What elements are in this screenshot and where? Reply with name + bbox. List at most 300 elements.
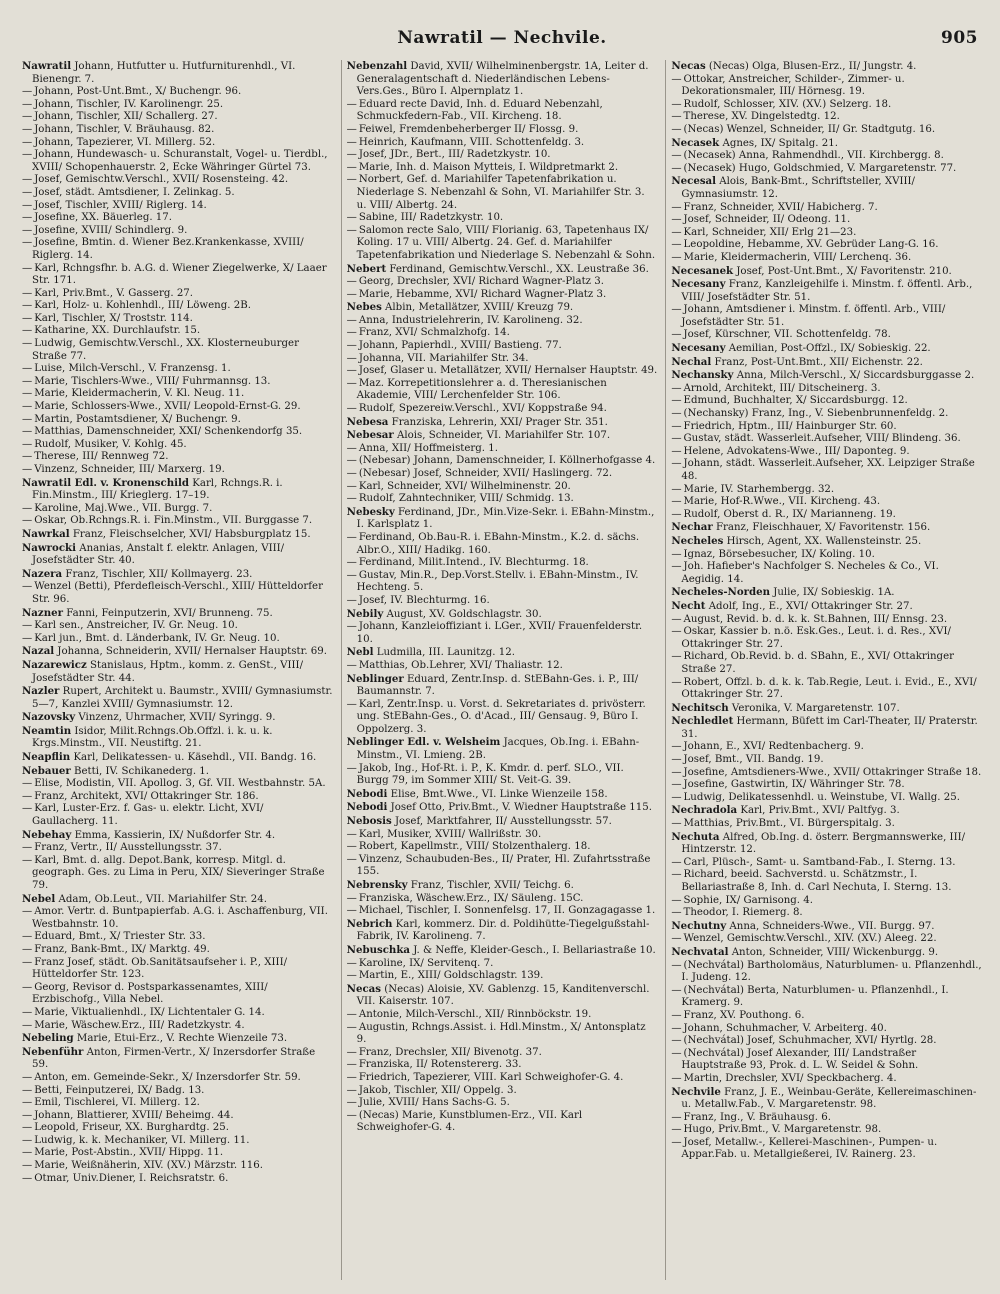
entry-surname: Nazal: [22, 645, 55, 658]
entry-details: Ludwig, Gemischtw.Verschl., XX. Klosterneuburger Straße 77.: [32, 338, 299, 362]
directory-subentry: [22, 212, 333, 225]
entry-details: Jakob, Ing., Hof-Rt. i. P., K. Kmdr. d. perf. SLO., VII. Burgg 79, im Sommer XIII/ St. Veit-G. 39.: [356, 762, 624, 787]
entry-dash: —: [671, 907, 682, 919]
directory-subentry: [22, 111, 333, 124]
entry-surname: Nebel: [22, 892, 56, 905]
entry-details: Marie, Hebamme, XVI/ Richard Wagner-Platz 3.: [358, 288, 607, 300]
entry-dash: —: [346, 1097, 357, 1109]
entry-dash: —: [22, 262, 33, 274]
entry-dash: —: [671, 162, 682, 174]
entry-dash: —: [671, 754, 682, 766]
entry-details: Franz, Post-Unt.Bmt., XII/ Eichenstr. 22.: [711, 356, 923, 368]
entry-dash: —: [346, 276, 357, 288]
entry-dash: —: [671, 651, 682, 663]
entry-details: Karoline, Maj.Wwe., VII. Burgg. 7.: [34, 502, 213, 514]
entry-dash: —: [671, 508, 682, 520]
directory-subentry: [671, 111, 982, 124]
directory-subentry: [347, 595, 658, 608]
entry-details: Matthias, Damenschneider, XXI/ Schenkendorfg 35.: [34, 426, 303, 438]
directory-subentry: [22, 842, 333, 855]
entry-details: (Nebesar) Josef, Schneider, XVII/ Haslingerg. 72.: [358, 468, 613, 479]
entry-details: Therese, XV. Dingelstedtg. 12.: [683, 111, 840, 123]
directory-entry: [22, 1032, 333, 1046]
entry-details: Johann, Amtsdiener i. Minstm. f. öffentl. Arb., VIII/ Josefstädter Str. 51.: [681, 304, 946, 328]
directory-subentry: [347, 212, 658, 225]
entry-surname: Nawratil: [22, 60, 72, 72]
entry-dash: —: [22, 224, 33, 236]
entry-details: Marie, Hof-R.Wwe., VII. Kircheng. 43.: [683, 496, 881, 508]
directory-entry: [671, 831, 982, 857]
entry-details: Franz, Drechsler, XII/ Bivenotg. 37.: [358, 1046, 542, 1058]
directory-entry: [347, 815, 658, 829]
directory-subentry: [22, 791, 333, 804]
directory-entry: [671, 804, 982, 818]
entry-dash: —: [346, 892, 357, 904]
entry-dash: —: [346, 377, 357, 389]
directory-subentry: [22, 1020, 333, 1033]
entry-dash: —: [346, 174, 357, 186]
entry-dash: —: [346, 352, 357, 364]
directory-subentry: [671, 383, 982, 396]
entry-dash: —: [346, 340, 357, 352]
entry-surname: Nebosis: [346, 815, 392, 828]
directory-subentry: [671, 895, 982, 908]
entry-dash: —: [22, 186, 33, 198]
entry-details: Augustin, Rchngs.Assist. i. Hdl.Minstm., X/ Antonsplatz 9.: [356, 1021, 646, 1046]
entry-dash: —: [346, 327, 357, 339]
entry-dash: —: [671, 779, 682, 791]
entry-surname: Nebrich: [346, 917, 393, 930]
entry-dash: —: [671, 984, 682, 996]
entry-details: Franz, Bank-Bmt., IX/ Marktg. 49.: [34, 943, 210, 955]
entry-dash: —: [671, 329, 682, 341]
directory-subentry: [347, 958, 658, 971]
directory-subentry: [22, 1122, 333, 1135]
entry-surname: Nebeling: [22, 1032, 74, 1045]
entry-dash: —: [22, 1147, 33, 1159]
entry-details: Josef, Tischler, XVIII/ Riglerg. 14.: [34, 199, 207, 211]
entry-dash: —: [22, 426, 33, 438]
directory-subentry: [22, 439, 333, 452]
entry-details: Johanna, Schneiderin, XVII/ Hernalser Hauptstr. 69.: [54, 646, 327, 658]
entry-surname: Necesanek: [671, 264, 734, 277]
directory-subentry: [347, 481, 658, 494]
directory-subentry: [22, 803, 333, 828]
directory-entry: [671, 356, 982, 370]
entry-details: Marie, Viktualienhdl., IX/ Lichtentaler G. 14.: [34, 1006, 265, 1018]
directory-subentry: [347, 315, 658, 328]
entry-details: Josefine, Bmtin. d. Wiener Bez.Krankenkasse, XVIII/ Riglerg. 14.: [32, 237, 304, 261]
entry-dash: —: [671, 251, 682, 263]
directory-subentry: [347, 1085, 658, 1098]
entry-surname: Nechansky: [671, 369, 734, 382]
entry-details: Franz, Fleischselcher, XVI/ Habsburgplatz 15.: [69, 528, 311, 540]
entry-dash: —: [671, 395, 682, 407]
directory-subentry: [347, 1047, 658, 1060]
entry-dash: —: [671, 894, 682, 906]
directory-subentry: [347, 162, 658, 175]
entry-surname: Nebauer: [22, 764, 71, 777]
directory-subentry: [22, 426, 333, 439]
entry-dash: —: [346, 442, 357, 454]
entry-details: Vinzenz, Uhrmacher, XVII/ Syringg. 9.: [75, 712, 276, 724]
entry-dash: —: [22, 111, 33, 123]
directory-subentry: [347, 854, 658, 879]
directory-subentry: [22, 1085, 333, 1098]
entry-dash: —: [671, 856, 682, 868]
entry-details: Anton, Schneider, VIII/ Wickenburgg. 9.: [728, 946, 939, 958]
directory-subentry: [22, 855, 333, 893]
entry-details: Albin, Metallätzer, XVIII/ Kreuzg 79.: [381, 302, 574, 314]
directory-subentry: [22, 1173, 333, 1186]
directory-subentry: [347, 532, 658, 557]
entry-details: Franz, XV. Pouthong. 6.: [683, 1009, 805, 1021]
directory-subentry: [671, 509, 982, 522]
entry-surname: Nechradola: [671, 804, 738, 817]
directory-subentry: [671, 1048, 982, 1073]
entry-details: Franz, J. E., Weinbau-Geräte, Kellereimaschinen- u. Metallw.Fab., V. Margaretenstr. 98.: [681, 1086, 977, 1111]
directory-entry: [347, 983, 658, 1009]
entry-surname: Nazner: [22, 606, 63, 619]
entry-details: Johann, Kanzleioffiziant i. LGer., XVII/ Frauenfelderstr. 10.: [356, 621, 643, 645]
entry-dash: —: [22, 174, 33, 186]
entry-details: Alfred, Ob.Ing. d. österr. Bergmannswerke, III/ Hintzerstr. 12.: [681, 831, 966, 856]
entry-details: Veronika, V. Margaretenstr. 107.: [728, 702, 900, 714]
entry-surname: Nebesar: [346, 429, 394, 442]
columns: [22, 60, 982, 1280]
entry-dash: —: [22, 1160, 33, 1172]
entry-details: Franz, Ing., V. Bräuhausg. 6.: [683, 1111, 831, 1123]
directory-entry: [22, 1046, 333, 1072]
entry-dash: —: [671, 420, 682, 432]
entry-details: Josef, IV. Blechturmg. 16.: [358, 594, 490, 606]
directory-subentry: [671, 1023, 982, 1036]
directory-subentry: [22, 515, 333, 528]
entry-details: Rudolf, Oberst d. R., IX/ Marianneng. 19.: [683, 508, 896, 520]
entry-dash: —: [346, 314, 357, 326]
directory-entry: [671, 586, 982, 600]
directory-entry: [671, 278, 982, 304]
directory-entry: [347, 608, 658, 622]
directory-subentry: [22, 124, 333, 137]
directory-entry: [671, 920, 982, 934]
entry-surname: Nechar: [671, 521, 713, 534]
entry-details: Karl, kommerz. Dir. d. Poldihütte-Tiegelgußstahl-Fabrik, IV. Karolineng. 7.: [356, 918, 650, 943]
directory-subentry: [22, 313, 333, 326]
entry-dash: —: [22, 237, 33, 249]
column-2: [341, 60, 658, 1280]
directory-entry: [347, 60, 658, 99]
entry-details: Johann, E., XVI/ Redtenbacherg. 9.: [683, 741, 864, 753]
entry-dash: —: [671, 214, 682, 226]
entry-details: Josefine, Amtsdieners-Wwe., XVII/ Ottakringer Straße 18.: [683, 766, 982, 778]
directory-subentry: [671, 626, 982, 651]
entry-details: Richard, beeid. Sachverstd. u. Schätzmstr., I. Bellariastraße 8, Inh. d. Carl Nechuta, I. Sterng. 13.: [681, 869, 952, 893]
entry-dash: —: [346, 1021, 357, 1033]
entry-dash: —: [346, 1046, 357, 1058]
entry-details: (Necas) Aloisie, XV. Gablenzg. 15, Kanditenverschl. VII. Kaiserstr. 107.: [356, 983, 650, 1008]
directory-entry: [671, 600, 982, 614]
entry-details: Josef, JDr., Bert., III/ Radetzkystr. 10.: [358, 149, 551, 161]
directory-entry: [347, 429, 658, 443]
directory-subentry: [347, 621, 658, 646]
entry-dash: —: [346, 531, 357, 543]
directory-subentry: [671, 99, 982, 112]
directory-entry: [22, 60, 333, 86]
directory-subentry: [347, 841, 658, 854]
entry-details: Johann, Post-Unt.Bmt., X/ Buchengr. 96.: [34, 86, 242, 98]
entry-dash: —: [22, 1097, 33, 1109]
directory-subentry: [22, 225, 333, 238]
entry-dash: —: [22, 300, 33, 312]
entry-details: Fanni, Feinputzerin, XVI/ Brunneng. 75.: [62, 607, 273, 619]
directory-subentry: [671, 933, 982, 946]
entry-dash: —: [346, 970, 357, 982]
column-3: [665, 60, 982, 1280]
entry-dash: —: [671, 73, 682, 85]
entry-surname: Nechutny: [671, 919, 727, 932]
entry-details: Johann, Hundewasch- u. Schuranstalt, Vogel- u. Tierdbl., XVIII/ Schopenhauerstr. 2, Ecke Währinger Gürtel 73.: [32, 149, 328, 173]
entry-dash: —: [671, 933, 682, 945]
entry-details: Jacques, Ob.Ing. i. EBahn-Minstm., VI. Lmieng. 2B.: [356, 737, 640, 762]
entry-details: Feiwel, Fremdenbeherberger II/ Flossg. 9.: [358, 123, 579, 135]
entry-details: Johann, Tischler, XII/ Schallerg. 27.: [34, 111, 218, 123]
directory-entry: [347, 736, 658, 762]
directory-subentry: [671, 1137, 982, 1162]
directory-entry: [22, 765, 333, 779]
entry-details: Ferdinand, Gemischtw.Verschl., XX. Leustraße 36.: [386, 263, 649, 275]
entry-details: Karl, Priv.Bmt., XVI/ Paltfyg. 3.: [737, 805, 900, 817]
entry-surname: Neblinger: [346, 672, 404, 685]
entry-details: Franz, Kanzleigehilfe i. Minstm. f. öffentl. Arb., VIII/ Josefstädter Str. 51.: [681, 279, 973, 303]
entry-details: Marie, Tischlers-Wwe., VIII/ Fuhrmannsg. 13.: [34, 375, 271, 387]
entry-dash: —: [346, 288, 357, 300]
entry-details: Ludmilla, III. Launitzg. 12.: [373, 647, 515, 659]
entry-details: Sophie, IX/ Garnisong. 4.: [683, 894, 813, 906]
entry-dash: —: [671, 1124, 682, 1136]
entry-details: Maz. Korrepetitionslehrer a. d. Theresianischen Akademie, VIII/ Lerchenfelder Str. 106.: [356, 377, 607, 402]
entry-details: Arnold, Architekt, III/ Ditscheinerg. 3.: [683, 382, 881, 394]
entry-details: Heinrich, Kaufmann, VIII. Schottenfeldg. 3.: [358, 136, 585, 148]
entry-details: Marie, Wäschew.Erz., III/ Radetzkystr. 4.: [34, 1019, 245, 1031]
entry-details: Alois, Schneider, VI. Mariahilfer Str. 107.: [393, 430, 611, 442]
entry-dash: —: [22, 842, 33, 854]
entry-dash: —: [346, 480, 357, 492]
entry-details: Marie, Weißnäherin, XIV. (XV.) Märzstr. 116.: [34, 1160, 264, 1172]
entry-dash: —: [346, 149, 357, 161]
directory-entry: [347, 506, 658, 532]
entry-dash: —: [22, 212, 33, 224]
entry-dash: —: [22, 401, 33, 413]
entry-details: Eduard, Zentr.Insp. d. StEBahn-Ges. i. P., III/ Baumannstr. 7.: [356, 673, 639, 698]
entry-details: Leopoldine, Hebamme, XV. Gebrüder Lang-G. 16.: [683, 239, 939, 251]
entry-dash: —: [671, 626, 682, 638]
entry-dash: —: [346, 621, 357, 633]
entry-details: Ottokar, Anstreicher, Schilder-, Zimmer- u. Dekorationsmaler, III/ Hörnesg. 19.: [681, 73, 905, 98]
entry-details: Alois, Bank-Bmt., Schriftsteller, XVIII/ Gymnasiumstr. 12.: [681, 176, 915, 200]
entry-surname: Nechitsch: [671, 701, 729, 714]
directory-subentry: [347, 1059, 658, 1072]
entry-details: Josef, Glaser u. Metallätzer, XVII/ Hernalser Hauptstr. 49.: [358, 365, 658, 377]
entry-dash: —: [22, 620, 33, 632]
entry-dash: —: [22, 123, 33, 135]
entry-dash: —: [671, 959, 682, 971]
directory-subentry: [671, 651, 982, 676]
entry-details: Karl jun., Bmt. d. Länderbank, IV. Gr. Neug. 10.: [34, 632, 280, 644]
directory-subentry: [22, 957, 333, 982]
entry-details: Antonie, Milch-Verschl., XII/ Rinnböckstr. 19.: [358, 1008, 592, 1020]
entry-dash: —: [22, 1019, 33, 1031]
directory-subentry: [347, 660, 658, 673]
directory-subentry: [671, 214, 982, 227]
entry-dash: —: [22, 1109, 33, 1121]
entry-dash: —: [671, 741, 682, 753]
entry-details: Karl, Bmt. d. allg. Depot.Bank, korresp. Mitgl. d. geograph. Ges. zu Lima in Peru, XIX/ Sieveringer Straße 79.: [32, 854, 325, 891]
entry-dash: —: [671, 1072, 682, 1084]
entry-details: Josef, Metallw.-, Kellerei-Maschinen-, Pumpen- u. Appar.Fab. u. Metallgießerei, IV. Rainerg. 23.: [681, 1136, 938, 1161]
directory-entry: [347, 918, 658, 944]
directory-entry: [671, 535, 982, 549]
directory-subentry: [22, 451, 333, 464]
entry-dash: —: [346, 1084, 357, 1096]
directory-subentry: [22, 137, 333, 150]
directory-subentry: [347, 763, 658, 788]
entry-surname: Nazera: [22, 567, 63, 580]
directory-subentry: [22, 300, 333, 313]
entry-details: Sabine, III/ Radetzkystr. 10.: [358, 212, 504, 224]
page-header: [22, 28, 982, 54]
entry-surname: Nebodi: [346, 787, 388, 800]
entry-details: Johanna, VII. Mariahilfer Str. 34.: [358, 352, 529, 364]
directory-subentry: [671, 163, 982, 176]
directory-subentry: [347, 365, 658, 378]
entry-details: Helene, Advokatens-Wwe., III/ Daponteg. 9.: [683, 445, 910, 457]
directory-subentry: [22, 581, 333, 606]
entry-dash: —: [22, 632, 33, 644]
entry-dash: —: [22, 1172, 33, 1184]
entry-details: Elise, Bmt.Wwe., VI. Linke Wienzeile 158.: [387, 788, 608, 800]
entry-details: Marie, Etui-Erz., V. Rechte Wienzeile 73.: [73, 1033, 288, 1045]
entry-surname: Nechvile: [671, 1085, 721, 1098]
entry-dash: —: [346, 828, 357, 840]
directory-subentry: [347, 970, 658, 983]
directory-entry: [347, 673, 658, 699]
entry-dash: —: [346, 365, 357, 377]
directory-entry: [671, 715, 982, 741]
directory-entry: [347, 879, 658, 893]
entry-dash: —: [22, 86, 33, 98]
entry-dash: —: [346, 557, 357, 569]
directory-subentry: [671, 1035, 982, 1048]
entry-dash: —: [671, 548, 682, 560]
entry-details: Franz, Tischler, XVII/ Teichg. 6.: [407, 880, 574, 891]
entry-surname: Necht: [671, 599, 706, 612]
entry-details: Gustav, städt. Wasserleit.Aufseher, VIII/ Blindeng. 36.: [683, 433, 961, 445]
directory-entry: [22, 477, 333, 503]
entry-dash: —: [22, 388, 33, 400]
directory-entry: [347, 646, 658, 660]
entry-details: J. & Neffe, Kleider-Gesch., I. Bellariastraße 10.: [410, 944, 656, 956]
directory-subentry: [671, 818, 982, 831]
directory-entry: [671, 60, 982, 74]
directory-entry: [671, 946, 982, 960]
directory-subentry: [22, 1147, 333, 1160]
entry-surname: Nebl: [346, 646, 374, 659]
entry-details: Luise, Milch-Verschl., V. Franzensg. 1.: [34, 363, 231, 375]
entry-details: Hirsch, Agent, XX. Wallensteinstr. 25.: [723, 535, 922, 547]
entry-surname: Necesany: [671, 342, 726, 355]
entry-details: Hermann, Büfett im Carl-Theater, II/ Praterstr. 31.: [681, 716, 978, 740]
entry-details: Anton, em. Gemeinde-Sekr., X/ Inzersdorfer Str. 59.: [34, 1071, 301, 1083]
directory-entry: [671, 1086, 982, 1112]
directory-subentry: [22, 1160, 333, 1173]
entry-dash: —: [22, 931, 33, 943]
directory-subentry: [347, 289, 658, 302]
entry-details: (Nechvátal) Josef, Schuhmacher, XVI/ Hyrtlg. 28.: [683, 1035, 937, 1047]
entry-dash: —: [671, 123, 682, 135]
entry-surname: Nazler: [22, 685, 60, 698]
directory-subentry: [671, 395, 982, 408]
entry-details: Vinzenz, Schaubuden-Bes., II/ Prater, Hl. Zufahrtsstraße 155.: [356, 853, 651, 878]
entry-details: Ferdinand, Ob.Bau-R. i. EBahn-Minstm., K.2. d. sächs. Albr.O., XIII/ Hadikg. 160.: [356, 531, 640, 556]
entry-dash: —: [671, 458, 682, 470]
entry-surname: Nebuschka: [346, 943, 411, 956]
entry-details: Josef, Schneider, II/ Odeong. 11.: [683, 214, 851, 226]
entry-details: Eduard recte David, Inh. d. Eduard Nebenzahl, Schmuckfedern-Fab., VII. Kircheng. 18.: [356, 98, 603, 123]
entry-surname: Nechledlet: [671, 715, 734, 728]
directory-subentry: [22, 388, 333, 401]
entry-dash: —: [671, 869, 682, 881]
entry-surname: Nawrocki: [22, 541, 76, 554]
directory-subentry: [22, 149, 333, 174]
entry-details: Karl, Musiker, XVIII/ Wallrißstr. 30.: [358, 828, 542, 840]
entry-details: (Nechvátal) Bartholomäus, Naturblumen- u. Pflanzenhdl., I. Judeng. 12.: [681, 959, 982, 984]
entry-dash: —: [22, 943, 33, 955]
entry-details: Adam, Ob.Leut., VII. Mariahilfer Str. 24.: [55, 893, 267, 905]
directory-entry: [671, 369, 982, 383]
entry-dash: —: [22, 438, 33, 450]
entry-details: Karl, Tischler, X/ Troststr. 114.: [34, 312, 193, 324]
entry-dash: —: [346, 957, 357, 969]
entry-details: Johann, Tapezierer, VI. Millerg. 52.: [34, 136, 216, 148]
entry-details: Julie, XVIII/ Hans Sachs-G. 5.: [358, 1097, 510, 1109]
entry-dash: —: [346, 1109, 357, 1121]
entry-details: Jakob, Tischler, XII/ Oppelg. 3.: [358, 1084, 517, 1096]
directory-subentry: [22, 906, 333, 931]
directory-subentry: [347, 699, 658, 737]
directory-subentry: [671, 1010, 982, 1023]
entry-details: David, XVII/ Wilhelminenbergstr. 1A, Leiter d. Generalagentschaft d. Niederländischen Lebens-Vers.Ges., Büro I. Alpernplatz 1.: [356, 61, 649, 98]
entry-details: Martin, Postamtsdiener, X/ Buchengr. 9.: [34, 413, 241, 425]
entry-details: Vinzenz, Schneider, III/ Marxerg. 19.: [34, 464, 225, 475]
directory-subentry: [671, 496, 982, 509]
directory-entry: [347, 263, 658, 277]
directory-entry: [671, 342, 982, 356]
entry-dash: —: [346, 403, 357, 415]
entry-details: Johann, Tischler, IV. Karolinengr. 25.: [34, 98, 224, 110]
entry-details: Rudolf, Musiker, V. Kohlg. 45.: [34, 438, 187, 450]
directory-subentry: [347, 1009, 658, 1022]
entry-details: Friedrich, Hptm., III/ Hainburger Str. 60.: [683, 420, 897, 432]
directory-entry: [347, 416, 658, 430]
entry-dash: —: [22, 778, 33, 790]
entry-details: Johann, städt. Wasserleit.Aufseher, XX. Leipziger Straße 48.: [681, 458, 975, 482]
directory-subentry: [671, 124, 982, 137]
entry-details: Josefine, XVIII/ Schindlerg. 9.: [34, 224, 188, 236]
directory-entry: [22, 607, 333, 621]
directory-subentry: [671, 408, 982, 421]
directory-subentry: [22, 1007, 333, 1020]
